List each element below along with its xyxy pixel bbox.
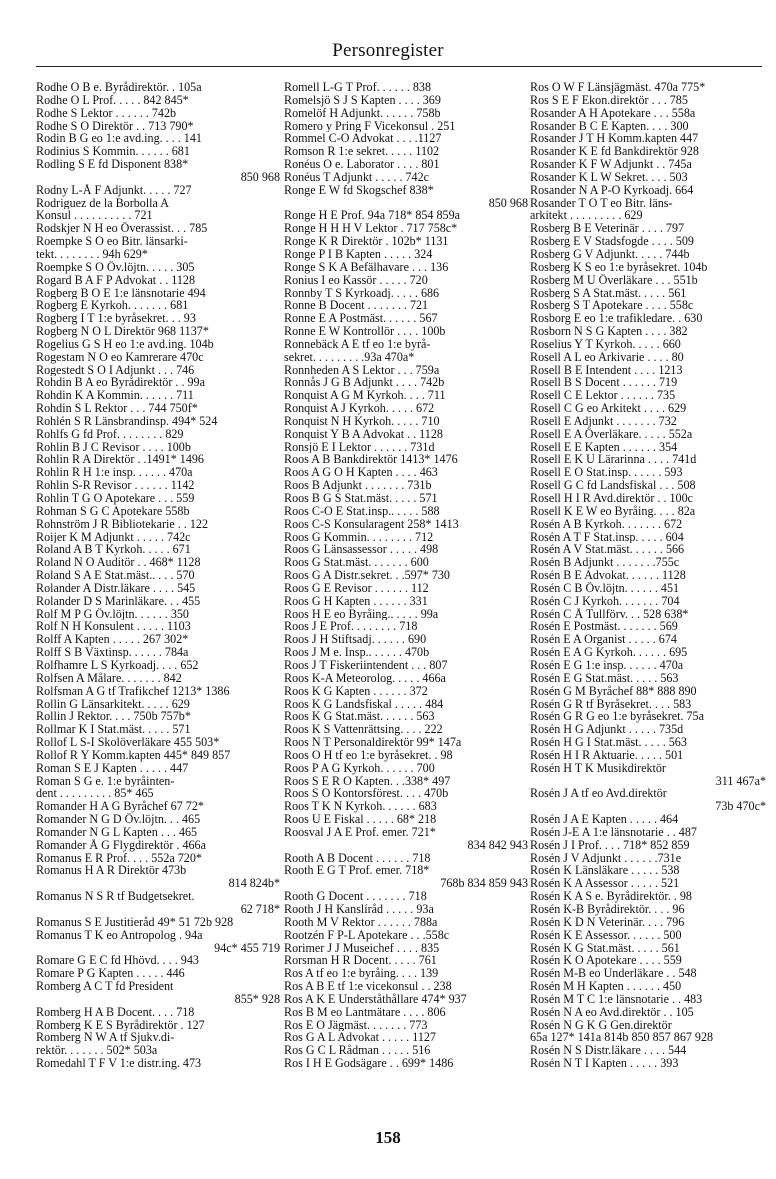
register-entry: Roos G A Distr.sekret. . .597* 730 [284,569,450,582]
register-entry: Roos B Adjunkt . . . . . . . 731b [284,479,432,492]
register-entry: Rohnström J R Bibliotekarie . . 122 [36,517,208,531]
register-entry: Rooth E G T Prof. emer. 718* [284,864,430,878]
register-entry: Rooth M V Rektor . . . . . . 788a [284,915,438,929]
register-entry: Roempke S O eo Bitr. länsarki- [36,235,188,248]
register-entry: Roos K-A Meteorolog. . . . . 466a [284,671,446,685]
register-entry: Roos J M e. Insp.. . . . . . 470b [284,646,430,659]
register-entry-continuation: 855* 928 [234,992,280,1006]
register-entry: Rodhe S Lektor . . . . . . 742b [36,106,177,120]
register-entry: Ronéus O e. Laborator . . . . 801 [284,158,440,171]
register-entry: Rodhe O B e. Byrådirektör. . 105a [36,81,202,94]
register-entry: Rosberg G V Adjunkt. . . . . 744b [530,247,690,261]
register-entry: Roosval J A E Prof. emer. 721* [284,825,436,839]
register-entry: Rommel C-O Advokat . . . .1127 [284,132,442,146]
register-entry: Rosén M T C 1:e länsnotarie . . 483 [530,992,703,1006]
register-entry: Ros S E F Ekon.direktör . . . 785 [530,93,688,107]
register-entry: Rosén H G I Stat.mäst. . . . . 563 [530,736,687,749]
register-entry: Rosander T O T eo Bitr. läns- [530,196,673,210]
register-entry: Ros B M eo Lantmätare . . . . 806 [284,1005,446,1019]
register-entry: Roos J H Stiftsadj. . . . . . 690 [284,633,427,647]
register-entry: Roos S E R O Kapten. . .338* 497 [284,774,451,788]
register-entry: Rosell E Adjunkt . . . . . . . 732 [530,414,677,428]
register-entry-continuation: 73b 470c* [715,800,766,814]
register-entry: Rosén K E Assessor. . . . . . 500 [530,928,682,942]
register-entry: Rosander N A P-O Kyrkoadj. 664 [530,183,694,197]
register-entry: Rorsman H R Docent. . . . . 761 [284,954,437,968]
register-entry: Rosén E A G Kyrkoh. . . . . . 695 [530,646,688,659]
register-entry: Rosell E A Överläkare. . . . . 552a [530,427,693,441]
register-entry: Rooth J H Kanslíråd . . . . . 93a [284,903,434,916]
register-entry: Rogelius G S H eo 1:e avd.ing. 104b [36,337,214,351]
register-entry: Rohman S G C Apotekare 558b [36,504,190,518]
register-entry: Rosén K O Apotekare . . . . 559 [530,954,682,968]
register-entry: Rollin J Rektor. . . . 750b 757b* [36,710,191,724]
register-entry: Romberg A C T fd President [36,980,174,993]
register-entry: Romanus N S R tf Budgetsekret. [36,890,195,903]
register-entry: Rosén K A S e. Byrådirektör. . 98 [530,890,692,903]
register-entry: Rogberg B O E 1:e länsnotarie 494 [36,286,206,300]
register-entry: Romare P G Kapten . . . . . 446 [36,967,185,981]
register-entry: Rosén E G 1:e insp. . . . . . 470a [530,658,684,672]
register-entry: Romander Å G Flygdirektör . 466a [36,838,206,852]
register-entry: Roijer K M Adjunkt . . . . . 742c [36,530,191,544]
register-entry-continuation: 62 718* [240,903,280,916]
register-entry: Roos N T Personaldirektör 99* 147a [284,736,462,749]
register-entry: Rosén E G Stat.mäst. . . . . 563 [530,671,679,685]
register-entry: Roman S E J Kapten . . . . . 447 [36,761,189,775]
page-title: Personregister [332,40,444,61]
header-rule [36,66,762,67]
register-entry: Ronquist N H Kyrkoh. . . . . 710 [284,414,440,428]
register-entry: Rosell C G eo Arkitekt . . . . 629 [530,402,687,415]
register-entry: Roos P A G Kyrkoh. . . . . . 700 [284,761,435,775]
register-entry: rektör. . . . . . . 502* 503a [36,1044,158,1058]
register-entry-continuation: 850 968 [488,196,528,210]
register-entry: Ronne B Docent . . . . . . . 721 [284,299,429,313]
register-entry: Rooth G Docent . . . . . . . 718 [284,890,427,903]
register-entry: Roos C-S Konsularagent 258* 1413 [284,517,459,531]
register-entry: Rohdin S L Rektor . . . 744 750f* [36,402,198,415]
register-entry: Rosborn N S G Kapten . . . . 382 [530,325,688,338]
register-entry-continuation: 850 968 [240,170,280,184]
register-entry: Rosén E A Organist . . . . . 674 [530,633,677,647]
register-entry: Rosén N G K G Gen.direktör [530,1018,672,1032]
register-entry: Rosell C E Lektor . . . . . . 735 [530,389,676,403]
register-entry: Rosén C Å Tullförv. . . 528 638* [530,607,689,621]
register-entry: Rodin B G eo 1:e avd.ing. . . . 141 [36,132,202,146]
register-entry: Rosell G C fd Landsfiskal . . . 508 [530,479,696,492]
register-entry: Rosberg S A Stat.mäst. . . . . 561 [530,286,687,300]
register-entry: Ronge S K A Befälhavare . . . 136 [284,260,449,274]
register-entry: Rosén K D N Veterinär. . . . 796 [530,915,685,929]
register-entry: Roos A G O H Kapten . . . . 463 [284,466,438,480]
register-entry: Roland A B T Kyrkoh. . . . . 671 [36,543,191,557]
register-entry: Ronge H H H V Lektor . 717 758c* [284,222,458,236]
register-entry-continuation: 94c* 455 719 [214,941,280,955]
register-entry: Ros A B E tf 1:e vicekonsul . . 238 [284,980,452,993]
register-entry: Ronge P I B Kapten . . . . . 324 [284,247,433,261]
register-entry: Rohlin T G O Apotekare . . . 559 [36,492,195,505]
register-entry: Rosén H T K Musikdirektör [530,761,666,775]
register-entry: Ronge E W fd Skogschef 838* [284,183,434,197]
register-entry: Rolf N H Konsulent . . . . . 1103 [36,620,191,634]
register-column-2 [284,81,528,1070]
register-entry: Ros G C L Rådman . . . . . 516 [284,1044,431,1058]
register-entry: Romelöf H Adjunkt. . . . . . 758b [284,106,441,120]
register-entry: Roos K S Vattenrättsing. . . . 222 [284,723,443,737]
register-entry: Romanus E R Prof. . . . 552a 720* [36,851,202,865]
register-entry: Rosén J-E A 1:e länsnotarie . . 487 [530,825,697,839]
register-entry: Rolander D S Marinläkare. . . 455 [36,594,201,608]
register-entry: Roos K G Kapten . . . . . . 372 [284,684,428,698]
register-entry: Rorimer J J Museichef . . . . 835 [284,941,440,955]
register-entry: Rosén N T I Kapten . . . . . 393 [530,1057,679,1070]
register-entry: Ronéus T Adjunkt . . . . . 742c [284,170,430,184]
register-entry: Rogberg I T 1:e byråsekret. . . 93 [36,312,196,326]
register-entry: Rosborg E eo 1:e trafikledare. . 630 [530,312,703,326]
register-entry: Roos A B Bankdirektör 1413* 1476 [284,453,458,467]
register-entry: Ros E O Jägmäst. . . . . . . 773 [284,1018,428,1032]
register-entry: Rosén A B Kyrkoh. . . . . . . 672 [530,517,683,531]
register-entry: Ronius I eo Kassör . . . . . 720 [284,273,428,287]
register-entry: Rollof L S-I Skolöverläkare 455 503* [36,736,220,749]
register-entry: Ronnheden A S Lektor . . . 759a [284,363,440,377]
register-entry: Romberg N W A tf Sjukv.di- [36,1031,175,1045]
register-entry: Rolfsen A Målare. . . . . . . 842 [36,671,182,685]
register-entry: Ronnebäck A E tf eo 1:e byrå- [284,337,431,351]
register-entry: Rosberg B E Veterinär . . . . 797 [530,222,685,236]
register-entry: Rohlén S R Länsbrandinsp. 494* 524 [36,414,218,428]
register-entry: Roos C-O E Stat.insp.. . . . . 588 [284,504,440,518]
register-entry: Rosén N S Distr.läkare . . . . 544 [530,1044,687,1058]
register-entry: Rosén H I R Aktuarie. . . . . 501 [530,748,684,762]
register-entry: Rosander B C E Kapten. . . . 300 [530,119,689,133]
register-entry: Romanus H A R Direktör 473b [36,864,187,878]
register-entry: Roos S O Kontorsförest. . . . 470b [284,787,449,801]
register-entry: Rolander A Distr.läkare . . . . 545 [36,581,196,595]
register-entry: Rogberg N O L Direktör 968 1137* [36,325,209,338]
register-entry: Rogard B A F P Advokat . . 1128 [36,273,196,287]
register-entry: Ronquist Y B A Advokat . . 1128 [284,427,443,441]
register-entry: Rohlin R A Direktör . .1491* 1496 [36,453,204,467]
register-entry: Ronge H E Prof. 94a 718* 854 859a [284,209,461,223]
register-entry: Rohlfs G fd Prof. . . . . . . . 829 [36,427,184,441]
register-entry: arkitekt . . . . . . . . . 629 [530,209,643,223]
register-entry: Romanus S E Justitieråd 49* 51 72b 928 [36,915,234,929]
register-entry: Rosell E K U Lärarinna . . . . 741d [530,453,697,467]
register-entry: Romberg K E S Byrådirektör . 127 [36,1018,205,1032]
register-entry: Rollmar K I Stat.mäst. . . . . 571 [36,723,191,737]
register-entry: Rohlin R H 1:e insp. . . . . . 470a [36,466,193,480]
register-entry: Roos K G Stat.mäst. . . . . . 563 [284,710,435,724]
register-entry: Rolfsman A G tf Trafikchef 1213* 1386 [36,684,230,698]
register-entry: Roos B G S Stat.mäst. . . . . 571 [284,492,438,505]
register-entry: Rosén A V Stat.mäst. . . . . . 566 [530,543,685,557]
register-entry: 65a 127* 141a 814b 850 857 867 928 [530,1031,714,1045]
register-entry-continuation: 834 842 943 [467,838,528,852]
register-entry: Rosén G R G eo 1:e byråsekret. 75a [530,710,704,724]
register-entry: Ronnås J G B Adjunkt . . . . 742b [284,376,445,390]
register-entry: Rosén H G Adjunkt . . . . . 735d [530,723,684,737]
register-entry: Romare G E C fd Hhövd. . . . 943 [36,954,199,968]
register-entry: dent . . . . . . . . . 85* 465 [36,787,154,801]
register-entry: Rosell B E Intendent . . . . 1213 [530,363,683,377]
register-entry: Rosberg M U Överläkare . . . 551b [530,273,698,287]
register-entry: Rootzén F P-L Apotekare . . .558c [284,928,450,942]
register-entry: Rollof R Y Komm.kapten 445* 849 857 [36,748,231,762]
register-entry: Rosander J T H Komm.kapten 447 [530,132,699,146]
register-entry: Rodny L-Å F Adjunkt. . . . . 727 [36,183,192,197]
register-entry: Rosander A H Apotekare . . . 558a [530,106,696,120]
register-entry: Romero y Pring F Vicekonsul . 251 [284,119,456,133]
register-entry: Rosén G M Byråchef 88* 888 890 [530,684,697,698]
register-entry: Ros O W F Länsjägmäst. 470a 775* [530,81,706,94]
register-entry: Rosell H I R Avd.direktör . . 100c [530,492,694,505]
register-entry: Rooth A B Docent . . . . . . 718 [284,851,431,865]
register-entry: tekt. . . . . . . . 94h 629* [36,247,148,261]
register-entry: Roos J T Fiskeriintendent . . . 807 [284,658,448,672]
page-number: 158 [375,1128,401,1147]
register-entry-continuation: 814 824b* [228,877,280,891]
register-entry: Rosén K G Stat.mäst. . . . . 561 [530,941,680,955]
register-entry: Ronsjö E I Lektor . . . . . . 731d [284,440,435,454]
register-entry-continuation: 768b 834 859 943 [440,877,528,891]
register-entry: Roos H E eo Byråing.. . . . . 99a [284,607,439,621]
register-entry: Rosén M H Kapten . . . . . . 450 [530,980,682,993]
register-entry: Rosander K F W Adjunkt . . 745a [530,158,692,171]
register-entry: Rosell E E Kapten . . . . . . 354 [530,440,678,454]
register-entry: Konsul . . . . . . . . . . 721 [36,209,153,223]
register-entry: Ronne E W Kontrollör . . . . 100b [284,325,446,338]
register-entry: Rosberg S T Apotekare . . . . 558c [530,299,694,313]
register-entry: Romedahl T F V 1:e distr.ing. 473 [36,1057,202,1070]
register-entry: Ronge K R Direktör . 102b* 1131 [284,235,449,248]
register-entry: Roos O H tf eo 1:e byråsekret. . 98 [284,748,453,762]
register-entry: Roos G Kommin. . . . . . . . 712 [284,530,434,544]
register-entry: Rodriguez de la Borbolla A [36,196,170,210]
register-entry: Ronne E A Postmäst. . . . . . 567 [284,312,438,326]
register-entry: Rolff S B Växtinsp. . . . . . 784a [36,646,189,659]
register-entry: Roland N O Auditör . . 468* 1128 [36,556,201,570]
register-entry: Rosén A T F Stat.insp. . . . . 604 [530,530,684,544]
register-entry: Rosén B Adjunkt . . . . . . .755c [530,556,680,570]
register-entry: Romander H A G Byråchef 67 72* [36,800,204,814]
register-entry: Rosander K L W Sekret. . . . 503 [530,170,688,184]
register-entry: Roempke S O Öv.löjtn. . . . . 305 [36,260,195,274]
register-entry: Romander N G D Öv.löjtn. . . 465 [36,813,201,826]
register-entry: Rosén C J Kyrkoh. . . . . . . 704 [530,594,680,608]
register-entry: Romanus T K eo Antropolog . 94a [36,928,203,942]
register-entry: Roos G E Revisor . . . . . . 112 [284,581,429,595]
register-entry: Rohlin B J C Revisor . . . . 100b [36,440,191,454]
register-entry: Rosell K E W eo Byråing. . . . 82a [530,504,696,518]
register-entry: Rosberg K S eo 1:e byråsekret. 104b [530,260,708,274]
register-entry: sekret. . . . . . . . .93a 470a* [284,350,415,364]
register-entry: Rolfhamre L S Kyrkoadj. . . . 652 [36,658,199,672]
register-entry: Rosell A L eo Arkivarie . . . . 80 [530,350,684,364]
register-entry: Roselius Y T Kyrkoh. . . . . 660 [530,337,681,351]
register-entry: Rolf M P G Öv.löjtn. . . . . . 350 [36,607,189,621]
register-entry: Roos U E Fiskal . . . . . 68* 218 [284,813,437,826]
register-entry: Rogberg E Kyrkoh. . . . . . . 681 [36,299,189,313]
register-entry: Ros A tf eo 1:e byråing. . . . 139 [284,967,439,981]
register-entry: Rosén M-B eo Underläkare . . 548 [530,967,697,981]
register-entry: Roland S A E Stat.mäst.. . . . 570 [36,569,195,582]
register-entry: Ros A K E Underståthållare 474* 937 [284,992,467,1006]
register-entry: Rosén J A tf eo Avd.direktör [530,787,667,801]
register-entry: Rogestedt S O I Adjunkt . . . 746 [36,363,195,377]
register-entry: Rodinius S Kommin. . . . . . 681 [36,145,190,159]
register-entry: Ronnby T S Kyrkoadj. . . . . 686 [284,286,440,300]
register-entry: Rosell B S Docent . . . . . . 719 [530,376,678,390]
register-entry: Rohdin K A Kommin. . . . . . 711 [36,389,194,403]
register-entry: Rosén K A Assessor . . . . . 521 [530,877,680,891]
register-entry: Roos J E Prof. . . . . . . . 718 [284,620,418,634]
register-entry: Rogestam N O eo Kamrerare 470c [36,350,204,364]
register-entry: Romell L-G T Prof. . . . . . 838 [284,81,432,94]
register-entry: Roos K G Landsfiskal . . . . . 484 [284,697,444,711]
register-entry: Rosander K E fd Bankdirektör 928 [530,145,699,159]
register-entry: Rosén B E Advokat. . . . . . 1128 [530,569,686,582]
register-entry: Rosén N A eo Avd.direktör . . 105 [530,1005,694,1019]
register-entry: Rodskjer N H eo Överassist. . . 785 [36,222,208,236]
register-entry: Rosén G R tf Byråsekret. . . . 583 [530,697,692,711]
register-entry: Roos G Länsassessor . . . . . 498 [284,543,439,557]
register-entry: Rodling S E fd Disponent 838* [36,158,189,171]
register-column-3 [530,81,766,1070]
register-entry: Romberg H A B Docent. . . . 718 [36,1005,195,1019]
register-entry: Ros G A L Advokat . . . . . 1127 [284,1031,436,1045]
register-entry: Rosén K-B Byrådirektör. . . . 96 [530,903,685,916]
register-entry: Rosén J V Adjunkt . . . . . .731e [530,851,682,865]
register-entry: Roman S G e. 1:e byråinten- [36,774,175,788]
register-entry: Rosén K Länsläkare . . . . . 538 [530,864,680,878]
register-entry: Roos G Stat.mäst. . . . . . . 600 [284,556,429,570]
register-entry: Rolff A Kapten . . . . . 267 302* [36,633,189,647]
register-entry: Rodhe O L Prof. . . . . 842 845* [36,93,189,107]
register-entry: Rosell E O Stat.insp. . . . . . 593 [530,466,683,480]
register-entry: Roos G H Kapten . . . . . . 331 [284,594,428,608]
register-entry: Ronquist A J Kyrkoh. . . . . 672 [284,402,435,415]
register-entry: Romander N G L Kapten . . . 465 [36,825,198,839]
register-entry: Rosén C B Öv.löjtn. . . . . . 451 [530,581,680,595]
register-entry: Romson R 1:e sekret. . . . . 1102 [284,145,440,159]
register-entry: Romelsjö S J S Kapten . . . . 369 [284,93,441,107]
register-entry: Rosén J I Prof. . . . 718* 852 859 [530,838,690,852]
register-entry: Roos T K N Kyrkoh. . . . . . 683 [284,800,437,814]
register-entry-continuation: 311 467a* [715,774,766,788]
register-entry: Rohlin S-R Revisor . . . . . . 1142 [36,479,195,492]
register-entry: Rosén E Postmäst. . . . . . . 569 [530,620,678,634]
register-entry: Rollin G Länsarkitekt. . . . . 629 [36,697,190,711]
register-entry: Rosén J A E Kapten . . . . . 464 [530,813,679,826]
register-entry: Ros I H E Godsägare . . 699* 1486 [284,1057,454,1070]
register-column-1 [36,81,280,1070]
register-entry: Rohdin B A eo Byrådirektör . . 99a [36,376,205,390]
register-entry: Rosberg E V Stadsfogde . . . . 509 [530,235,694,248]
register-entry: Rodhe S O Direktör . . 713 790* [36,119,194,133]
register-entry: Ronquist A G M Kyrkoh. . . . 711 [284,389,446,403]
